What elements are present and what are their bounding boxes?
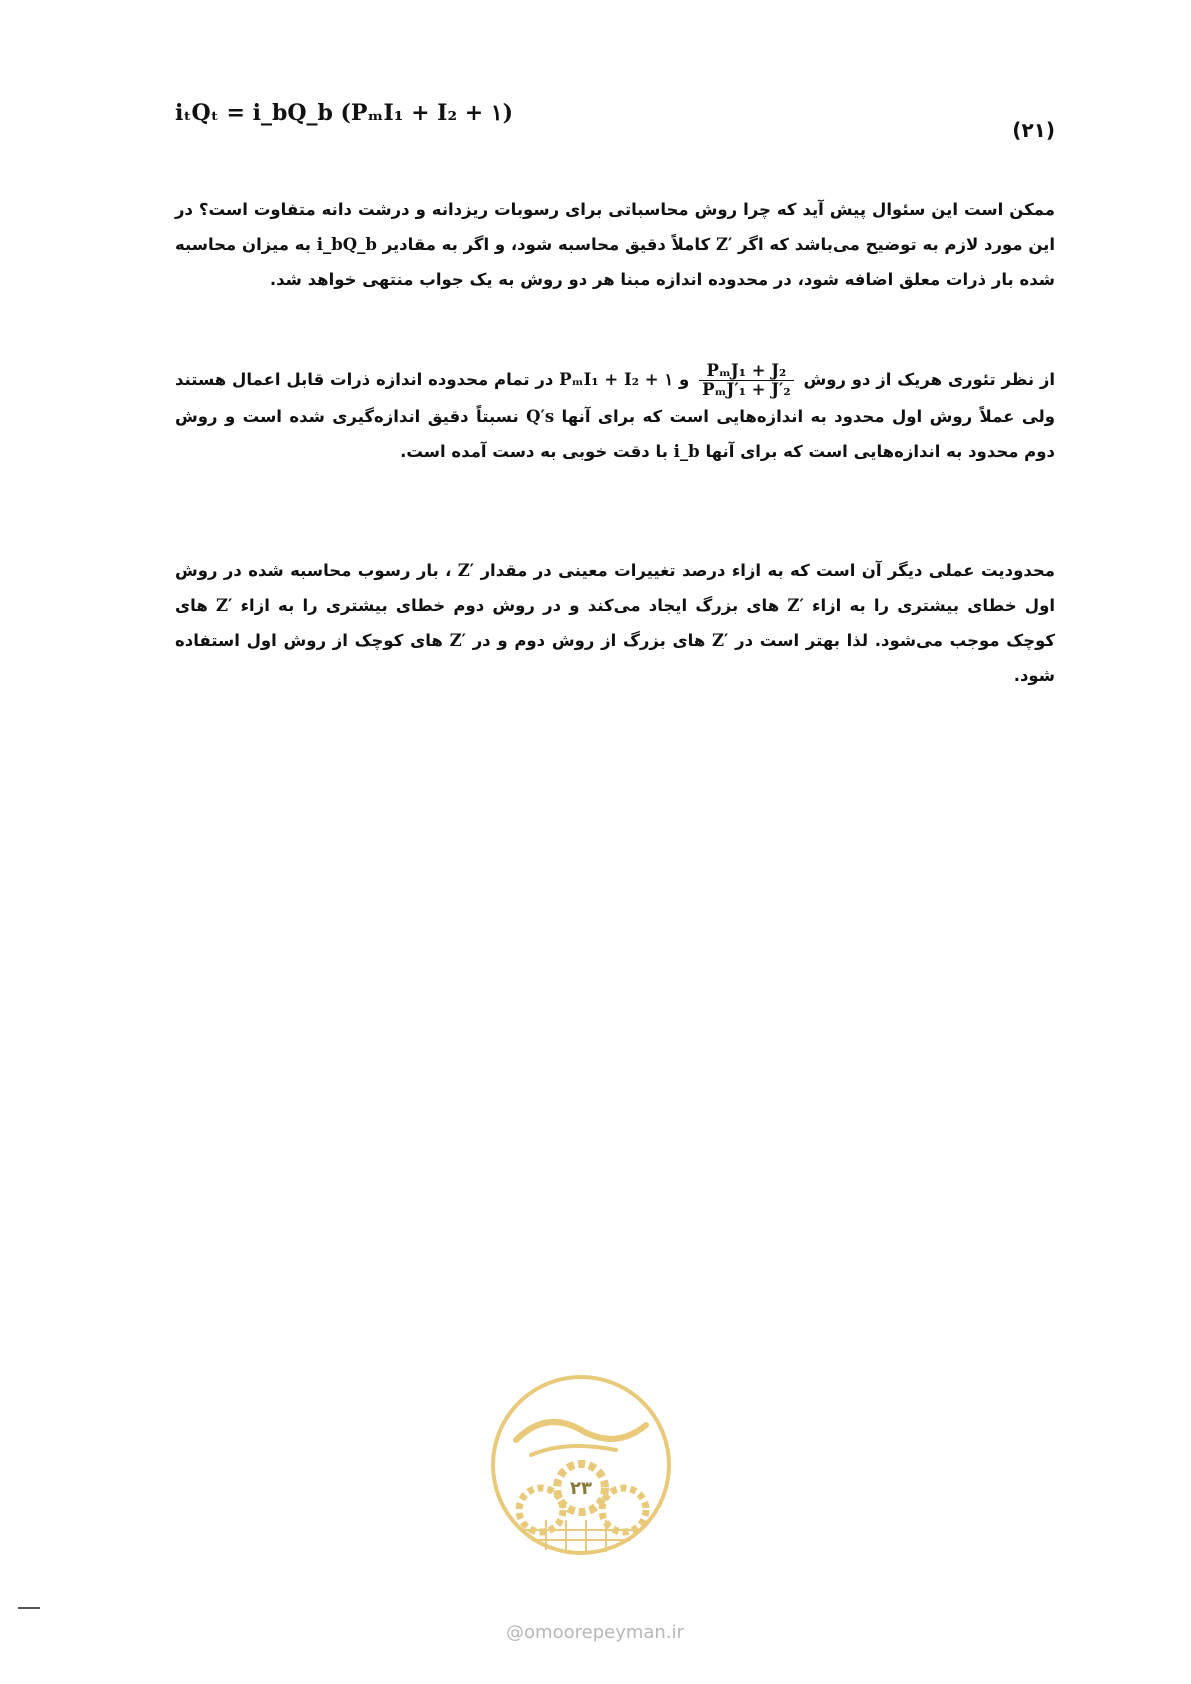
equation-number: (۲۱) [1012,118,1055,142]
page-edge-mark [18,1607,40,1609]
seal-calligraphy-icon [516,1422,646,1440]
fraction-denominator: PₘJ′₁ + J′₂ [702,380,791,400]
gear-icon [602,1488,646,1532]
equation-row [175,100,1055,140]
page-number: ۲۳ [570,1478,592,1499]
fraction-numerator: PₘJ₁ + J₂ [699,362,794,381]
seal-calligraphy-stroke-icon [531,1446,616,1455]
fraction [699,362,794,399]
seal-grid-icon [521,1520,641,1552]
paragraph-3: محدودیت عملی دیگر آن است که به ازاء درصد تغییرات معینی در مقدار Z′ ، بار رسوب محاسبه شده در روش اول خطای بیشتری را به ازاء Z′ های بزرگ ایجاد می‌کند و در روش دوم خطای بیشتری را به ازاء Z′ های کوچک موجب می‌شود. لذا بهتر است در Z′ های بزرگ از روش دوم و در Z′ های کوچک از روش اول استفاده شود. [175,561,1056,685]
paragraph-2: از نظر تئوری هریک از دو روش $\frac{\text{PₘJ₁ + J₂}}{\text{PₘJ′₁ + J′₂}}$ و PₘI₁ + I₂ + ۱ در تمام محدوده اندازه ذرات قابل اعمال هستند ولی عملاً روش اول محدود به اندازه‌هایی است که برای آنها Q′s نسبتاً دقیق اندازه‌گیری شده است و روش دوم محدود به اندازه‌هایی است که برای آنها i_b با دقت خوبی به دست آمده است. [175,361,1056,462]
watermark-seal [486,1370,676,1560]
at-icon: @ [506,1622,525,1643]
website-watermark: @omoorepeyman.ir [506,1622,684,1643]
equation: iₜQₜ = i_bQ_b (PₘI₁ + I₂ + ۱) [175,100,514,126]
paragraph-1: ممکن است این سئوال پیش آید که چرا روش محاسباتی برای رسوبات ریزدانه و درشت دانه متفاوت است؟ در این مورد لازم به توضیح می‌باشد که اگر Z′ کاملاً دقیق محاسبه شود، و اگر به مقادیر i_bQ_b به میزان محاسبه شده بار ذرات معلق اضافه شود، در محدوده اندازه مبنا هر دو روش به یک جواب منتهی خواهد شد. [175,200,1056,289]
